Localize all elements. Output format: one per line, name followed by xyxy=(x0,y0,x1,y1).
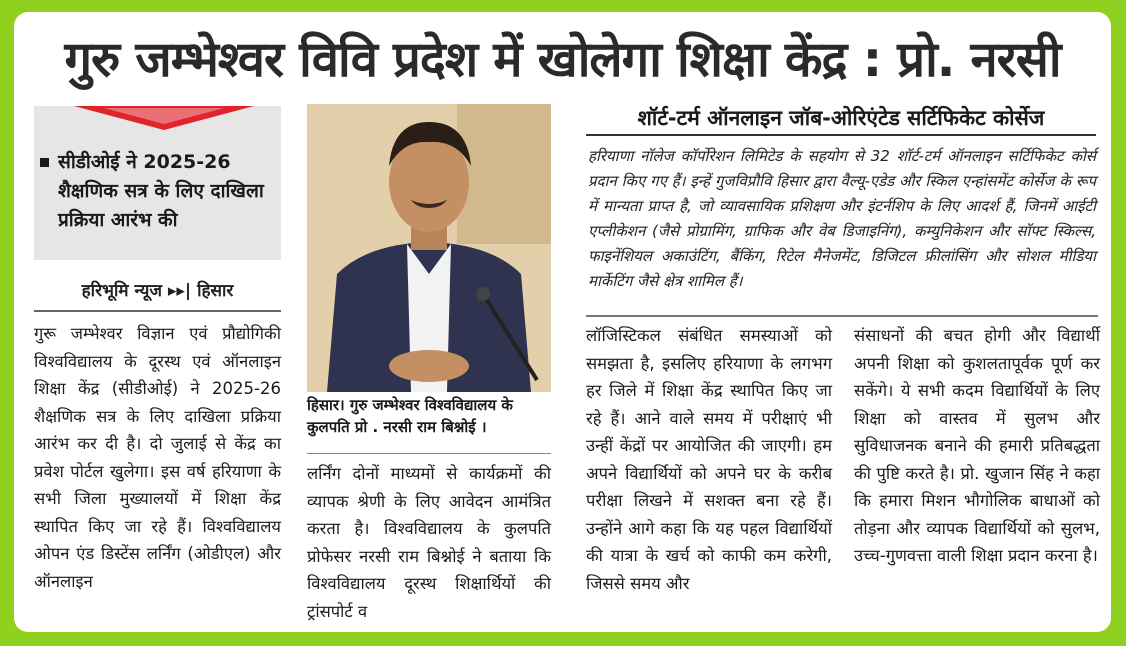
headline: गुरु जम्भेश्वर विवि प्रदेश में खोलेगा शिक्षा केंद्र : प्रो. नरसी xyxy=(64,31,1061,88)
bullet-icon xyxy=(40,158,49,167)
portrait-illustration xyxy=(307,104,551,392)
byline: हरिभूमि न्यूज ▸▸| हिसार xyxy=(34,274,281,312)
highlight-box xyxy=(34,106,281,260)
highlight-text: सीडीओई ने 2025-26 शैक्षणिक सत्र के लिए दाखिला प्रक्रिया आरंभ की xyxy=(58,151,264,231)
article-column-2: लर्निंग दोनों माध्यमों से कार्यक्रमों की व्यापक श्रेणी के लिए आवेदन आमंत्रित करता है। विश्वविद्यालय के कुलपति प्रोफेसर नरसी राम बिश्नोई ने बताया कि विश्वविद्यालय दूरस्थ शिक्षार्थियों की ट्रांसपोर्ट व xyxy=(307,464,551,621)
article-column-4: संसाधनों की बचत होगी और विद्यार्थी अपनी शिक्षा को कुशलतापूर्वक पूर्ण कर सकेंगे। ये सभी कदम विद्यार्थियों के लिए शिक्षा को वास्तव में सुलभ और सुविधाजनक बनाने की हमारी प्रतिबद्धता की पुष्टि करते है। प्रो. खुजान सिंह ने कहा कि हमारा मिशन भौगोलिक बाधाओं को तोड़ना और व्यापक विद्यार्थियों को सुलभ, उच्च-गुणवत्ता वाली शिक्षा प्रदान करना है। xyxy=(854,326,1100,565)
red-chevron-icon xyxy=(74,106,254,140)
sidebar-title: शॉर्ट-टर्म ऑनलाइन जॉब-ओरिएंटेड सर्टिफिकेट कोर्सेज xyxy=(586,104,1096,136)
newspaper-clipping xyxy=(14,12,1111,632)
sidebar-body: हरियाणा नॉलेज कॉर्पोरेशन लिमिटेड के सहयोग से 32 शॉर्ट-टर्म ऑनलाइन सर्टिफिकेट कोर्स प्रदान किए गए हैं। इन्हें गुजविप्रौवि हिसार द्वारा वैल्यू-एडेड और स्किल एन्हांसमेंट कोर्सेज के रूप में मान्यता प्राप्त है, जो व्यावसायिक प्रशिक्षण और इंटर्नशिप के लिए आदर्श हैं, जिनमें आईटी एप्लीकेशन (जैसे प्रोग्रामिंग, ग्राफिक और वेब डिजाइनिंग), कम्युनिकेशन और सॉफ्ट स्किल्स, फाइनेंशियल अकाउंटिंग, बैंकिंग, रिटेल मैनेजमेंट, डिजिटल फ्रीलांसिंग और सोशल मीडिया मार्केटिंग जैसे क्षेत्र शामिल हैं। xyxy=(588,147,1096,290)
article-column-3: लॉजिस्टिकल संबंधित समस्याओं को समझता है, इसलिए हरियाणा के लगभग हर जिले में शिक्षा केंद्र स्थापित किए जा रहे हैं। आने वाले समय में परीक्षाएं भी उन्हीं केंद्रों पर आयोजित की जाएगी। हम अपने विद्यार्थियों को अपने घर के करीब परीक्षा लिखने में सशक्त बना रहे हैं। उन्होंने आगे कहा कि यह पहल विद्यार्थियों की यात्रा के खर्च को काफी कम करेगी, जिससे समय और xyxy=(586,326,832,593)
vice-chancellor-photo xyxy=(307,104,551,392)
article-column-1: गुरू जम्भेश्वर विज्ञान एवं प्रौद्योगिकी विश्वविद्यालय के दूरस्थ एवं ऑनलाइन शिक्षा केंद्र (सीडीओई) ने 2025-26 शैक्षणिक सत्र के लिए दाखिला प्रक्रिया आरंभ कर दी है। दो जुलाई से केंद्र का प्रवेश पोर्टल खुलेगा। इस वर्ष हरियाणा के सभी जिला मुख्यालयों में शिक्षा केंद्र स्थापित किए जा रहे हैं। विश्वविद्यालय ओपन एंड डिस्टेंस लर्निंग (ओडीएल) और ऑनलाइन xyxy=(34,324,281,591)
caption-divider xyxy=(307,453,551,454)
sidebar-divider xyxy=(586,315,1098,317)
photo-caption: हिसार। गुरु जम्भेश्वर विश्वविद्यालय के कुलपति प्रो . नरसी राम बिश्नोई । xyxy=(307,396,513,436)
